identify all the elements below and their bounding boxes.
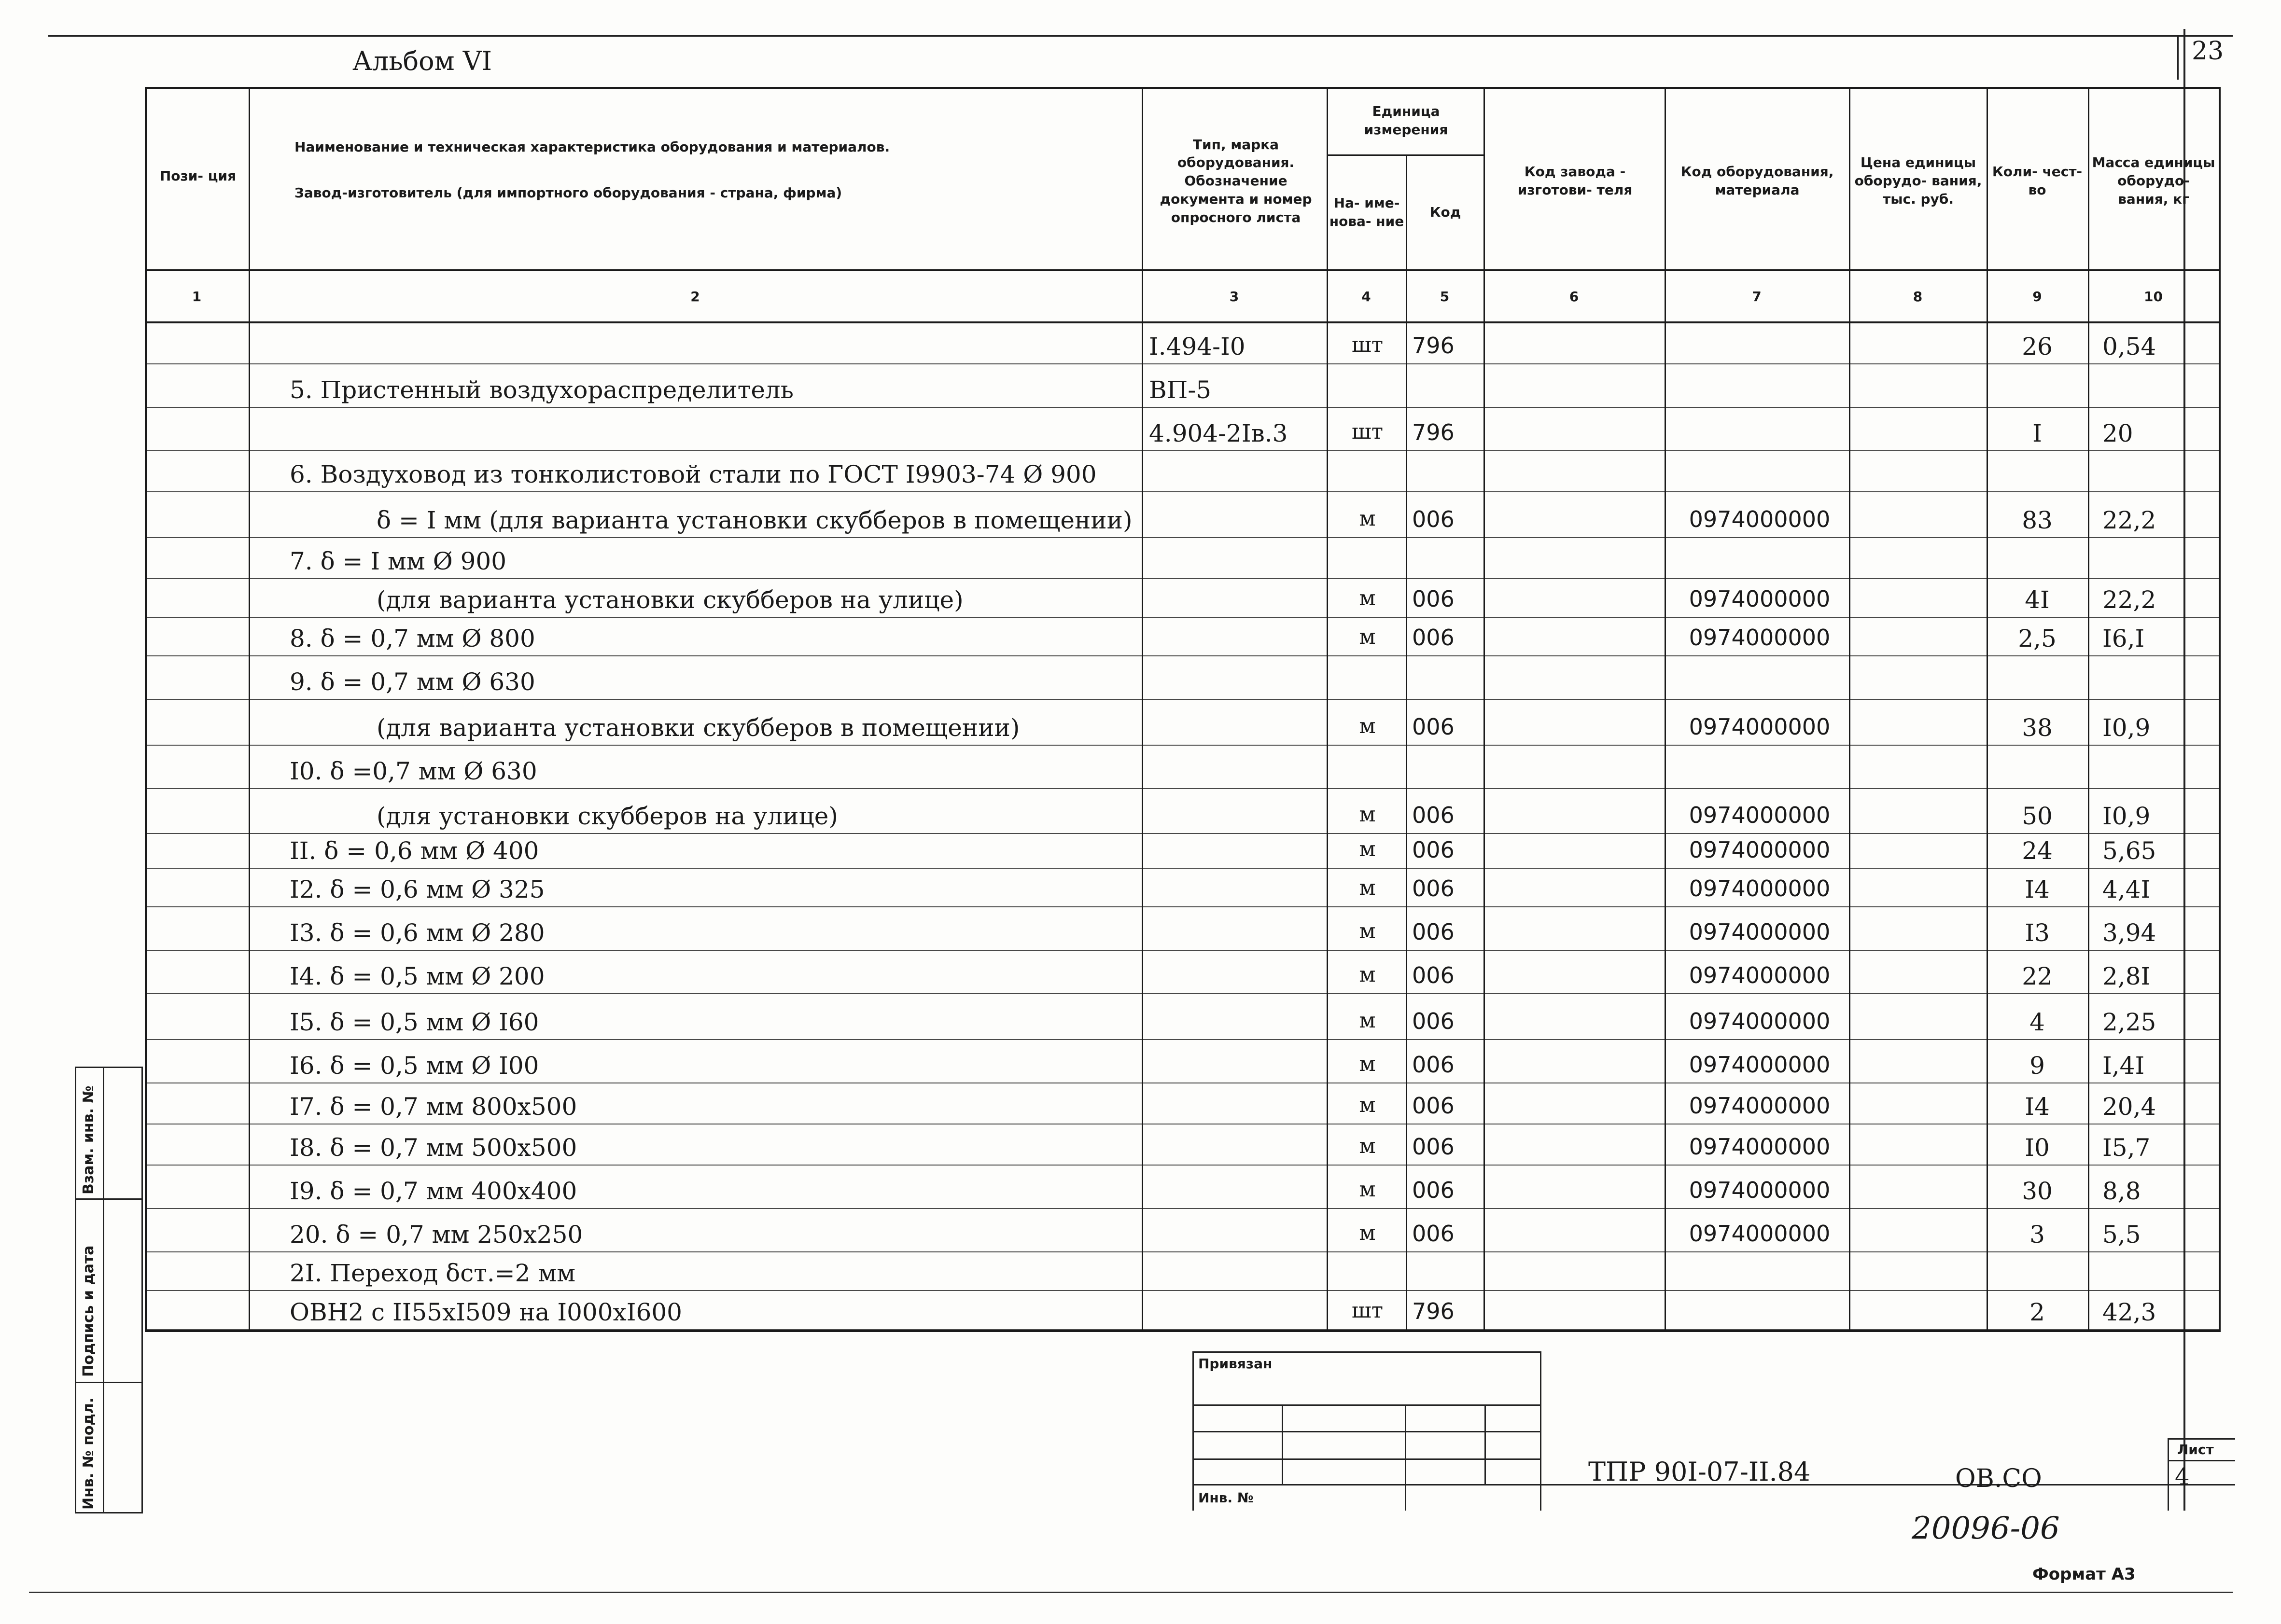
page-number-divider: [2177, 36, 2179, 80]
cell-ucode: 006: [1412, 1008, 1455, 1034]
title-block: [1192, 1351, 2235, 1511]
cell-code: 0974000000: [1689, 875, 1831, 902]
row-line: [145, 407, 2221, 408]
cell-ucode: 006: [1412, 1177, 1455, 1203]
privyazan-label: Привязан: [1198, 1356, 1273, 1372]
row-line: [145, 578, 2221, 579]
title-block-sheet-top: [2168, 1438, 2235, 1440]
col-sep-8: [1987, 87, 1988, 1332]
cell-mass: 8,8: [2102, 1177, 2141, 1205]
cell-mass: 5,5: [2102, 1221, 2141, 1249]
cell-unit: м: [1359, 586, 1376, 611]
cell-qty: 26: [2022, 333, 2053, 361]
section-code: ОВ.СО: [1955, 1464, 2042, 1493]
cell-code: 0974000000: [1689, 802, 1831, 828]
cell-unit: м: [1359, 875, 1376, 900]
table-left-line: [145, 87, 147, 1332]
cell-ucode: 006: [1412, 506, 1455, 532]
cell-qty: 4I: [2025, 586, 2050, 614]
cell-ucode: 006: [1412, 837, 1455, 863]
inv-no-label: Инв. №: [1198, 1490, 1254, 1506]
cell-qty: 38: [2022, 714, 2053, 742]
row-line: [145, 1165, 2221, 1166]
cell-ucode: 006: [1412, 1052, 1455, 1078]
cell-name: I9. δ = 0,7 мм 400x400: [290, 1177, 577, 1205]
cell-name: I2. δ = 0,6 мм Ø 325: [290, 875, 545, 903]
col-header-unit-code: Код: [1429, 204, 1461, 221]
cell-unit: м: [1359, 625, 1376, 649]
cell-unit: м: [1359, 837, 1376, 861]
cell-code: 0974000000: [1689, 1177, 1831, 1203]
row-line: [145, 906, 2221, 907]
title-block-sep-a: [1540, 1351, 1541, 1511]
side-stamp: [75, 1067, 143, 1513]
col-number-5: 5: [1440, 289, 1450, 305]
cell-code: 0974000000: [1689, 625, 1831, 651]
cell-qty: I0: [2025, 1134, 2050, 1162]
cell-mass: 0,54: [2102, 333, 2156, 361]
cell-ucode: 006: [1412, 962, 1455, 988]
cell-name: (для варианта установки скубберов на улице): [377, 586, 964, 614]
cell-qty: 30: [2022, 1177, 2053, 1205]
cell-name: I7. δ = 0,7 мм 800x500: [290, 1093, 577, 1121]
cell-name: (для установки скубберов на улице): [377, 802, 838, 830]
cell-unit: м: [1359, 1177, 1376, 1202]
cell-type: ВП-5: [1149, 376, 1212, 404]
cell-name: ОВН2 с II55xI509 на I000xI600: [290, 1298, 682, 1326]
title-block-top: [1192, 1351, 1540, 1353]
row-line: [145, 491, 2221, 492]
cell-name: 6. Воздуховод из тонколистовой стали по ГОСТ I9903-74 Ø 900: [290, 460, 1097, 488]
col-header-name-line1: Наименование и техническая характеристика оборудования и материалов.: [294, 139, 890, 155]
cell-mass: 5,65: [2102, 837, 2156, 865]
col-sep-1: [249, 87, 250, 1332]
cell-code: 0974000000: [1689, 1221, 1831, 1247]
cell-type: 4.904-2Iв.3: [1149, 419, 1288, 447]
cell-ucode: 796: [1412, 1298, 1455, 1324]
cell-unit: м: [1359, 714, 1376, 738]
cell-mass: 3,94: [2102, 919, 2156, 947]
title-block-col-1: [1282, 1404, 1283, 1484]
cell-unit: м: [1359, 506, 1376, 531]
cell-unit: м: [1359, 919, 1376, 944]
outer-frame-bottom: [29, 1592, 2233, 1593]
title-block-sheet-left: [2168, 1438, 2169, 1511]
cell-mass: I5,7: [2102, 1134, 2151, 1162]
cell-qty: 22: [2022, 962, 2053, 990]
format-label: Формат А3: [2032, 1565, 2136, 1584]
cell-mass: 20,4: [2102, 1093, 2156, 1121]
cell-code: 0974000000: [1689, 1052, 1831, 1078]
col-number-10: 10: [2144, 289, 2163, 305]
cell-code: 0974000000: [1689, 586, 1831, 612]
cell-qty: 4: [2029, 1008, 2045, 1036]
cell-qty: I4: [2025, 875, 2050, 903]
row-line: [145, 537, 2221, 538]
col-number-1: 1: [192, 289, 202, 305]
col-sep-5: [1483, 87, 1485, 1332]
cell-name: I6. δ = 0,5 мм Ø I00: [290, 1052, 539, 1080]
cell-name: 7. δ = I мм Ø 900: [290, 547, 507, 575]
row-line: [145, 1208, 2221, 1209]
col-header-quantity: Коли- чест- во: [1992, 164, 2083, 198]
col-header-unit-name: На- име- нова- ние: [1329, 195, 1404, 229]
col-sep-6: [1665, 87, 1666, 1332]
col-header-type: Тип, марка оборудования. Обозначение документа и номер опросного листа: [1160, 136, 1312, 225]
handwritten-number: 20096-06: [1912, 1511, 2060, 1546]
col-number-4: 4: [1361, 289, 1371, 305]
cell-qty: 2: [2029, 1298, 2045, 1326]
cell-ucode: 006: [1412, 714, 1455, 740]
col-number-8: 8: [1913, 289, 1923, 305]
row-line: [145, 950, 2221, 951]
cell-mass: 2,25: [2102, 1008, 2156, 1036]
cell-qty: I4: [2025, 1093, 2050, 1121]
cell-unit: м: [1359, 1221, 1376, 1245]
col-header-price: Цена единицы оборудо- вания, тыс. руб.: [1854, 154, 1982, 207]
col-number-7: 7: [1752, 289, 1762, 305]
cell-ucode: 006: [1412, 919, 1455, 945]
cell-code: 0974000000: [1689, 714, 1831, 740]
cell-code: 0974000000: [1689, 837, 1831, 863]
cell-qty: 50: [2022, 802, 2053, 830]
cell-qty: 2,5: [2018, 625, 2057, 652]
cell-mass: 42,3: [2102, 1298, 2156, 1326]
side-label-vzam: Взам. инв. №: [80, 1085, 97, 1194]
title-block-row-1: [1192, 1404, 1540, 1406]
cell-name: I8. δ = 0,7 мм 500x500: [290, 1134, 577, 1162]
col-header-unit: Единица измерения: [1364, 103, 1448, 138]
cell-unit: м: [1359, 802, 1376, 827]
side-stamp-divider-1: [76, 1198, 141, 1200]
cell-qty: I: [2032, 419, 2042, 447]
table-header-bottom: [145, 269, 2221, 271]
row-line: [145, 450, 2221, 451]
col-sep-4: [1406, 154, 1407, 1332]
cell-code: 0974000000: [1689, 962, 1831, 988]
cell-mass: I6,I: [2102, 625, 2145, 652]
cell-type: I.494-I0: [1149, 333, 1245, 361]
cell-ucode: 796: [1412, 419, 1455, 445]
col-number-9: 9: [2032, 289, 2042, 305]
cell-name: 2I. Переход δст.=2 мм: [290, 1259, 576, 1287]
col-header-mass: Масса единицы оборудо- вания, кг: [2092, 154, 2215, 207]
title-block-col-2: [1405, 1404, 1406, 1511]
cell-ucode: 006: [1412, 1134, 1455, 1160]
cell-unit: м: [1359, 1134, 1376, 1158]
title-block-row-3: [1192, 1458, 1540, 1460]
row-line: [145, 363, 2221, 364]
side-stamp-divider-2: [76, 1382, 141, 1383]
row-line: [145, 745, 2221, 746]
cell-qty: 9: [2029, 1052, 2045, 1080]
col-sep-2: [1142, 87, 1143, 1332]
table-right-line: [2219, 87, 2221, 1332]
cell-mass: 22,2: [2102, 586, 2156, 614]
cell-mass: 22,2: [2102, 506, 2156, 534]
cell-name: (для варианта установки скубберов в помещении): [377, 714, 1020, 742]
cell-ucode: 006: [1412, 1093, 1455, 1119]
page-number: 23: [2192, 37, 2224, 66]
cell-code: 0974000000: [1689, 919, 1831, 945]
col-number-3: 3: [1229, 289, 1239, 305]
cell-ucode: 006: [1412, 875, 1455, 902]
col-sep-3: [1327, 87, 1328, 1332]
table-top-line: [145, 87, 2221, 89]
cell-unit: шт: [1351, 419, 1384, 444]
cell-code: 0974000000: [1689, 1093, 1831, 1119]
cell-qty: 24: [2022, 837, 2053, 865]
row-line: [145, 617, 2221, 618]
sheet-number: 4: [2175, 1463, 2190, 1490]
cell-qty: I3: [2025, 919, 2050, 947]
cell-name: I3. δ = 0,6 мм Ø 280: [290, 919, 545, 947]
side-label-inv-podl: Инв. № подл.: [80, 1397, 97, 1510]
cell-unit: шт: [1351, 333, 1384, 357]
col-header-equipment-code: Код оборудования, материала: [1680, 164, 1834, 198]
unit-subheader-line: [1327, 154, 1485, 156]
row-line: [145, 833, 2221, 834]
title-block-sheet-mid: [2168, 1460, 2235, 1461]
row-line: [145, 655, 2221, 656]
table-body-bottom: [145, 1330, 2221, 1332]
cell-code: 0974000000: [1689, 506, 1831, 532]
side-stamp-col: [103, 1068, 104, 1512]
col-number-2: 2: [690, 289, 700, 305]
cell-qty: 3: [2029, 1221, 2045, 1249]
col-header-maker-code: Код завода - изготови- теля: [1517, 164, 1633, 198]
cell-mass: I,4I: [2102, 1052, 2145, 1080]
cell-unit: м: [1359, 1093, 1376, 1117]
sheet-label: Лист: [2177, 1442, 2214, 1457]
row-line: [145, 1251, 2221, 1252]
col-header-name-line2: Завод-изготовитель (для импортного оборудования - страна, фирма): [294, 185, 842, 201]
side-label-podpis: Подпись и дата: [80, 1245, 97, 1377]
spec-table: [145, 87, 2230, 1332]
cell-mass: I0,9: [2102, 714, 2151, 742]
cell-name: 20. δ = 0,7 мм 250x250: [290, 1221, 583, 1249]
cell-unit: м: [1359, 1052, 1376, 1076]
cell-unit: м: [1359, 1008, 1376, 1033]
outer-frame-top: [48, 35, 2233, 37]
doc-code: ТПР 90I-07-II.84: [1588, 1457, 1811, 1487]
cell-mass: 2,8I: [2102, 962, 2151, 990]
col-number-6: 6: [1569, 289, 1579, 305]
row-line: [145, 788, 2221, 789]
cell-ucode: 006: [1412, 802, 1455, 828]
cell-name: 9. δ = 0,7 мм Ø 630: [290, 668, 535, 696]
row-line: [145, 1039, 2221, 1040]
row-line: [145, 699, 2221, 700]
album-label: Альбом VI: [352, 46, 492, 76]
cell-mass: I0,9: [2102, 802, 2151, 830]
table-colnum-bottom: [145, 321, 2221, 323]
col-header-position: Пози- ция: [159, 168, 237, 184]
cell-unit: шт: [1351, 1298, 1384, 1323]
title-block-col-3: [1484, 1404, 1486, 1484]
cell-ucode: 796: [1412, 333, 1455, 359]
cell-unit: м: [1359, 962, 1376, 987]
cell-ucode: 006: [1412, 625, 1455, 651]
col-sep-7: [1849, 87, 1850, 1332]
col-sep-9: [2088, 87, 2089, 1332]
cell-name: I0. δ =0,7 мм Ø 630: [290, 757, 537, 785]
cell-name: I5. δ = 0,5 мм Ø I60: [290, 1008, 539, 1036]
row-line: [145, 1290, 2221, 1291]
cell-ucode: 006: [1412, 1221, 1455, 1247]
title-block-row-2: [1192, 1431, 1540, 1432]
cell-name: δ = I мм (для варианта установки скубберов в помещении): [377, 506, 1133, 534]
row-line: [145, 868, 2221, 869]
cell-mass: 4,4I: [2102, 875, 2151, 903]
cell-mass: 20: [2102, 419, 2133, 447]
cell-name: I4. δ = 0,5 мм Ø 200: [290, 962, 545, 990]
cell-name: 5. Пристенный воздухораспределитель: [290, 376, 794, 404]
row-line: [145, 993, 2221, 994]
cell-code: 0974000000: [1689, 1134, 1831, 1160]
cell-ucode: 006: [1412, 586, 1455, 612]
cell-code: 0974000000: [1689, 1008, 1831, 1034]
cell-name: 8. δ = 0,7 мм Ø 800: [290, 625, 535, 652]
cell-name: II. δ = 0,6 мм Ø 400: [290, 837, 539, 865]
cell-qty: 83: [2022, 506, 2053, 534]
